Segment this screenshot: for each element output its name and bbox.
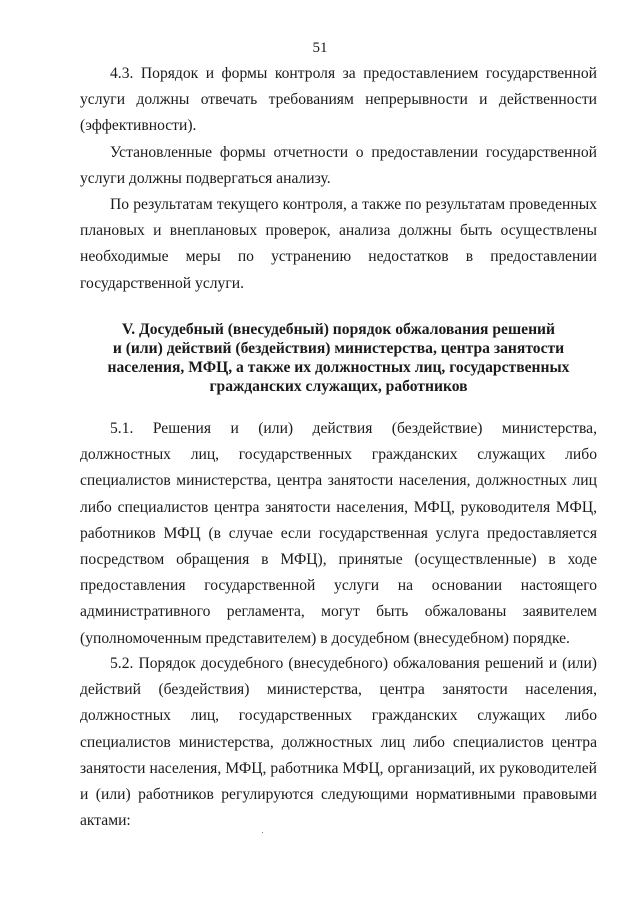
paragraph-text: 4.3. Порядок и формы контроля за предоставлением государственной услуги должны отвечать требованиям непрерывности и действенности (эффективности). (80, 65, 597, 135)
paragraph-text: 5.2. Порядок досудебного (внесудебного) обжалования решений и (или) действий (бездействия) министерства, центра занятости населения, должностных лиц, государственных гражданских служащих либо специалистов министерства, должностных лиц либо специалистов центра занятости населения, МФЦ, работника МФЦ, организаций, их руководителей и (или) работников регулируются следующими нормативными правовыми актами: (80, 655, 597, 830)
section-heading-line: населения, МФЦ, а также их должностных лиц, государственных (107, 359, 570, 376)
paragraph-5-1 (80, 416, 597, 652)
paragraph-text: По результатам текущего контроля, а также по результатам проведенных плановых и внеплановых проверок, анализа должны быть осуществлены необходимые меры по устранению недостатков в предоставлении государственной услуги. (80, 196, 597, 292)
scan-speck (262, 832, 263, 833)
paragraph-text: Установленные формы отчетности о предоставлении государственной услуги должны подвергаться анализу. (80, 144, 597, 188)
section-heading-v (80, 320, 597, 396)
paragraph-control-results (80, 192, 597, 297)
section-heading-line: и (или) действий (бездействия) министерства, центра занятости (112, 340, 565, 357)
paragraph-reporting-forms (80, 140, 597, 192)
paragraph-text: 5.1. Решения и (или) действия (бездействие) министерства, должностных лиц, государственных гражданских служащих либо специалистов министерства, центра занятости населения, должностных лиц либо специалистов центра занятости населения, МФЦ, руководителя МФЦ, работников МФЦ (в случае если государственная услуга предоставляется посредством обращения в МФЦ), принятые (осуществленные) в ходе предоставления государственной услуги на основании настоящего административного регламента, могут быть обжалованы заявителем (уполномоченным представителем) в досудебном (внесудебном) порядке. (80, 420, 597, 647)
paragraph-4-3 (80, 61, 597, 140)
section-heading-line: V. Досудебный (внесудебный) порядок обжалования решений (121, 321, 556, 338)
page-number: 51 (312, 40, 328, 56)
paragraph-5-2 (80, 651, 597, 834)
section-heading-line: гражданских служащих, работников (209, 378, 468, 395)
